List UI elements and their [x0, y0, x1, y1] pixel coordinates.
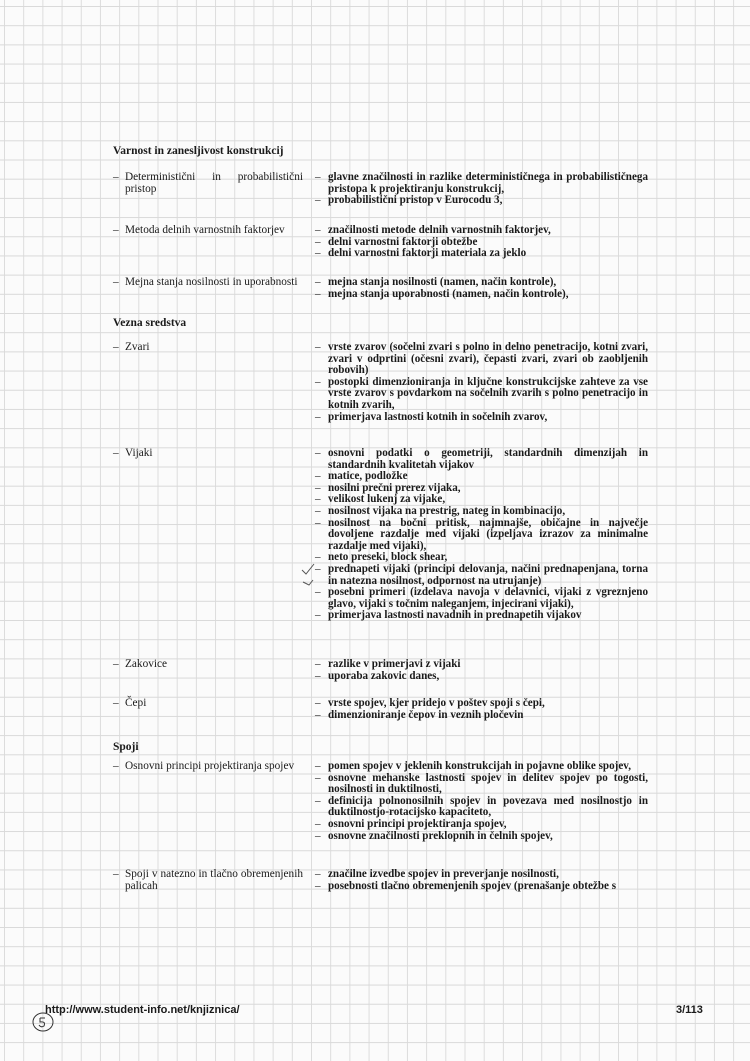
list-item: – dimenzioniranje čepov in veznih pločevin	[315, 710, 648, 722]
list-item: – vrste spojev, kjer pridejo v poštev spoji s čepi,	[315, 698, 648, 710]
section-heading: Spoji	[113, 741, 139, 753]
topic-items	[315, 659, 648, 682]
list-item: – mejna stanja nosilnosti (namen, način kontrole),	[315, 277, 648, 289]
topic-items	[315, 698, 648, 721]
topic-label: – Vijaki	[113, 448, 303, 460]
list-item: – nosilnost na bočni pritisk, najmnajše, običajne in največje dovoljene razdalje med vijaki (izpeljava izrazov za minimalne razdalje med vijaki),	[315, 518, 648, 553]
topic-label: – Zvari	[113, 342, 303, 354]
list-item: – osnovne mehanske lastnosti spojev in delitev spojev po togosti, nosilnosti in duktilnosti,	[315, 773, 648, 796]
list-item: – prednapeti vijaki (principi delovanja, načini prednapenjana, torna in natezna nosilnost, odpornost na utrujanje)	[315, 564, 648, 587]
topic-items	[315, 761, 648, 842]
list-item: – vrste zvarov (sočelni zvari s polno in delno penetracijo, kotni zvari, zvari v odprtini (očesni zvari), čepasti zvari, zvari ob zaobljenih robovih)	[315, 342, 648, 377]
check-mark-icon	[300, 562, 316, 588]
topic-items	[315, 448, 648, 622]
list-item: – primerjava lastnosti kotnih in sočelnih zvarov,	[315, 412, 648, 424]
topic-label: – Čepi	[113, 698, 303, 710]
topic-label: – Zakovice	[113, 659, 303, 671]
topic-label: – Spoji v natezno in tlačno obremenjenih palicah	[113, 869, 303, 892]
list-item: – matice, podložke	[315, 471, 648, 483]
topic-label: – Osnovni principi projektiranja spojev	[113, 761, 303, 773]
list-item: – delni varnostni faktorji obtežbe	[315, 237, 648, 249]
list-item: – nosilni prečni prerez vijaka,	[315, 483, 648, 495]
footer-url-link[interactable]: http://www.student-info.net/knjiznica/	[45, 1004, 240, 1016]
topic-label: – Mejna stanja nosilnosti in uporabnosti	[113, 277, 303, 289]
list-item: – osnovni principi projektiranja spojev,	[315, 819, 648, 831]
list-item: – primerjava lastnosti navadnih in prednapetih vijakov	[315, 610, 648, 622]
list-item: – osnovne značilnosti preklopnih in čelnih spojev,	[315, 831, 648, 843]
topic-label: – Metoda delnih varnostnih faktorjev	[113, 225, 303, 237]
section-heading: Varnost in zanesljivost konstrukcij	[113, 145, 284, 157]
list-item: – pomen spojev v jeklenih konstrukcijah in pojavne oblike spojev,	[315, 761, 648, 773]
topic-items	[315, 172, 648, 207]
list-item: – neto preseki, block shear,	[315, 552, 648, 564]
topic-items	[315, 342, 648, 423]
topic-items	[315, 277, 648, 300]
page-number: 3/113	[676, 1004, 703, 1016]
list-item: – osnovni podatki o geometriji, standardnih dimenzijah in standardnih kvalitetah vijakov	[315, 448, 648, 471]
list-item: – postopki dimenzioniranja in ključne konstrukcijske zahteve za vse vrste zvarov s povdarkom na sočelnih zvarih s polno penetracijo in kotnih zvarih,	[315, 377, 648, 412]
list-item: – značilnosti metode delnih varnostnih faktorjev,	[315, 225, 648, 237]
topic-items	[315, 225, 648, 260]
topic-items	[315, 869, 648, 892]
list-item: – razlike v primerjavi z vijaki	[315, 659, 648, 671]
section-heading: Vezna sredstva	[113, 317, 187, 329]
list-item: – velikost lukenj za vijake,	[315, 494, 648, 506]
list-item: – definicija polnonosilnih spojev in povezava med nosilnostjo in duktilnostjo-rotacijsko kapaciteto,	[315, 796, 648, 819]
list-item: – posebnosti tlačno obremenjenih spojev (prenašanje obtežbe s	[315, 881, 648, 893]
topic-label: – Deterministični in probabilistični pristop	[113, 172, 303, 195]
list-item: – značilne izvedbe spojev in preverjanje nosilnosti,	[315, 869, 648, 881]
list-item: – delni varnostni faktorji materiala za jeklo	[315, 248, 648, 260]
list-item: – uporaba zakovic danes,	[315, 671, 648, 683]
list-item: – posebni primeri (izdelava navoja v delavnici, vijaki z vgreznjeno glavo, vijaki s točnim naleganjem, injecirani vijaki),	[315, 587, 648, 610]
list-item: – nosilnost vijaka na prestrig, nateg in kombinacijo,	[315, 506, 648, 518]
list-item: – glavne značilnosti in razlike determinističnega in probabilističnega pristopa k projektiranju konstrukcij,	[315, 172, 648, 195]
list-item: – probabilistični pristop v Eurocodu 3,	[315, 195, 648, 207]
list-item: – mejna stanja uporabnosti (namen, način kontrole),	[315, 289, 648, 301]
